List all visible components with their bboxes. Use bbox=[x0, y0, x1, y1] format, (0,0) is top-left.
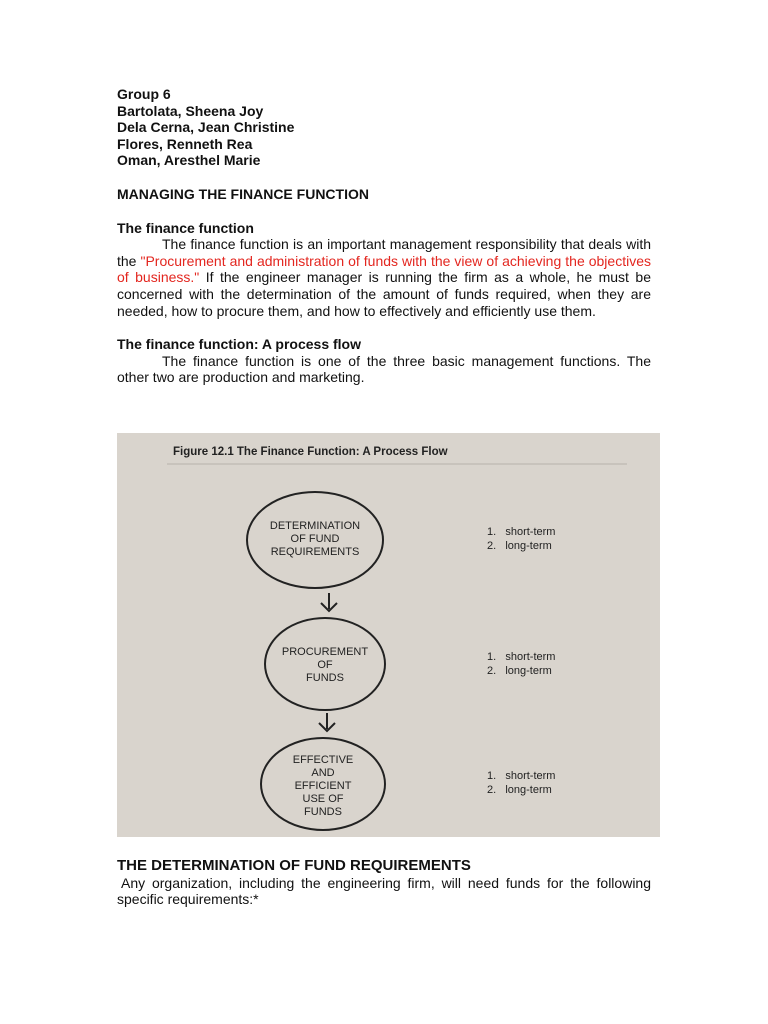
process-flow-diagram bbox=[117, 433, 660, 837]
section-heading-process-flow: The finance function: A process flow bbox=[117, 336, 361, 353]
paragraph-text: If the engineer manager is running the firm as a whole, he must be concerned with the determination of the amount of funds required, when they are needed, how to procure them, and how to effectively and efficiently use them. bbox=[117, 269, 651, 319]
down-arrow-icon bbox=[319, 713, 335, 731]
document-body bbox=[117, 86, 651, 386]
author-name: Oman, Aresthel Marie bbox=[117, 152, 261, 169]
option-item: 2. long-term bbox=[487, 665, 552, 677]
option-item: 1. short-term bbox=[487, 526, 556, 538]
option-item: 1. short-term bbox=[487, 770, 556, 782]
node-text-line: EFFICIENT bbox=[294, 780, 352, 792]
author-name: Bartolata, Sheena Joy bbox=[117, 102, 264, 119]
paragraph-finance-function bbox=[117, 236, 651, 319]
node-text-line: PROCUREMENT bbox=[281, 646, 369, 658]
node-text-line: DETERMINATION bbox=[269, 520, 361, 532]
author-name: Dela Cerna, Jean Christine bbox=[117, 119, 295, 136]
figure-caption: Figure 12.1 The Finance Function: A Process Flow bbox=[173, 446, 448, 458]
node-text-line: REQUIREMENTS bbox=[270, 546, 360, 558]
node-text-line: FUNDS bbox=[306, 672, 344, 684]
node-text-line: AND bbox=[311, 767, 335, 779]
highlighted-quote: "Procurement and administration of funds with the view of achieving the objectives of business." bbox=[117, 252, 651, 286]
option-item: 1. short-term bbox=[487, 651, 556, 663]
paragraph-text: The finance function is an important management responsibility that deals with the bbox=[117, 236, 651, 269]
paragraph-fund-requirements: Any organization, including the engineering firm, will need funds for the following specific requirements:* bbox=[117, 874, 651, 908]
node-text-line: OF FUND bbox=[290, 533, 340, 545]
option-item: 2. long-term bbox=[487, 540, 552, 552]
section-heading-finance-function: The finance function bbox=[117, 219, 254, 236]
paragraph-process-flow: The finance function is one of the three basic management functions. The other two are production and marketing. bbox=[117, 352, 651, 386]
node-text-line: OF bbox=[317, 659, 333, 671]
author-name: Flores, Renneth Rea bbox=[117, 135, 253, 152]
node-text-line: FUNDS bbox=[304, 806, 342, 818]
group-label: Group 6 bbox=[117, 86, 171, 102]
node-text-line: EFFECTIVE bbox=[292, 754, 354, 766]
section-heading-fund-requirements: THE DETERMINATION OF FUND REQUIREMENTS bbox=[117, 857, 471, 874]
node-text-line: USE OF bbox=[302, 793, 344, 805]
process-flow-figure bbox=[117, 433, 660, 837]
down-arrow-icon bbox=[321, 593, 337, 611]
option-item: 2. long-term bbox=[487, 784, 552, 796]
author-block bbox=[117, 86, 651, 169]
document-title: MANAGING THE FINANCE FUNCTION bbox=[117, 185, 369, 202]
document-body-continued bbox=[117, 858, 651, 908]
